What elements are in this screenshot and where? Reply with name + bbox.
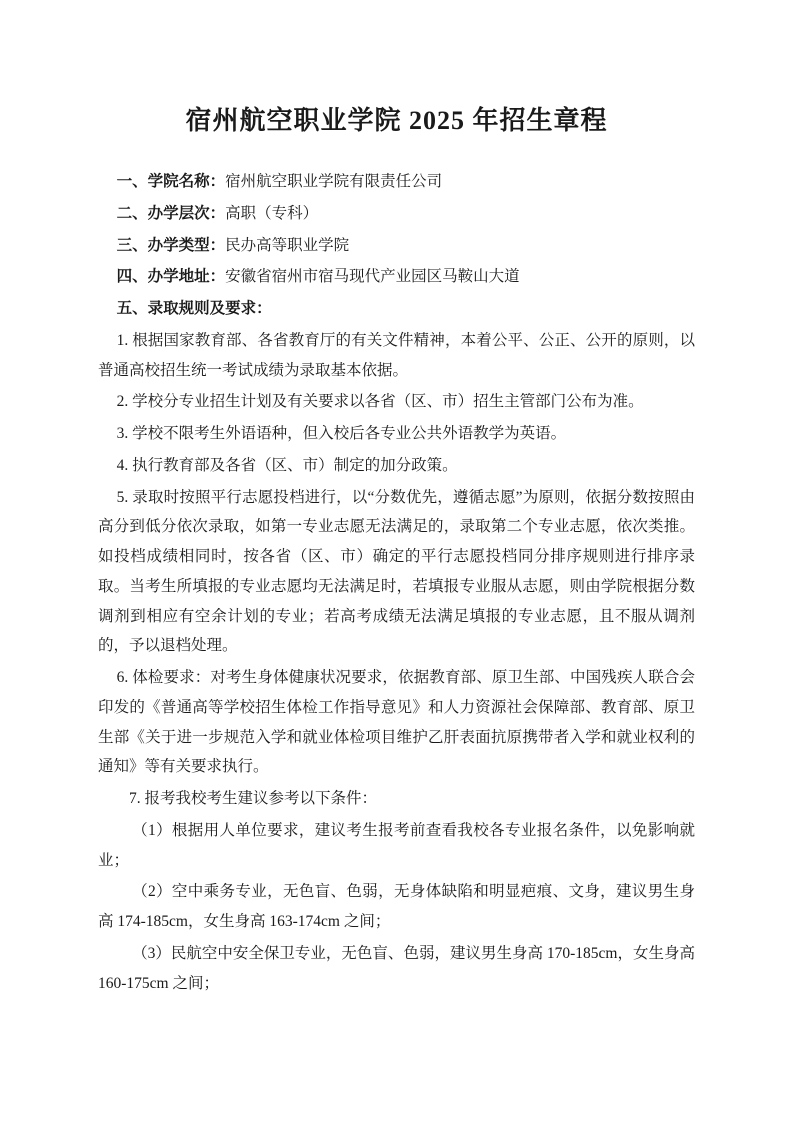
- section-education-level: [98, 199, 695, 229]
- section-admission-rules: [98, 294, 695, 324]
- rule-item-2: 2. 学校分专业招生计划及有关要求以各省（区、市）招生主管部门公布为准。: [116, 393, 644, 411]
- section-value: 民办高等职业学院: [225, 236, 350, 254]
- section-value: 安徽省宿州市宿马现代产业园区马鞍山大道: [225, 268, 520, 286]
- section-value: 高职（专科）: [225, 204, 319, 222]
- rule-item-4: 4. 执行教育部及各省（区、市）制定的加分政策。: [116, 456, 458, 474]
- condition-item-3: （3）民航空中安全保卫专业，无色盲、色弱，建议男生身高 170-185cm，女生身高 160-175cm 之间；: [98, 944, 695, 992]
- section-college-name: [98, 167, 695, 197]
- rule-item-1: 1. 根据国家教育部、各省教育厅的有关文件精神，本着公平、公正、公开的原则，以普通高校招生统一考试成绩为录取基本依据。: [98, 331, 695, 379]
- rule-item-7: 7. 报考我校考生建议参考以下条件：: [129, 790, 378, 807]
- rule-item-3: 3. 学校不限考生外语语种，但入校后各专业公共外语教学为英语。: [116, 425, 567, 442]
- section-label: 二、办学层次：: [116, 204, 226, 222]
- section-label: 四、办学地址：: [116, 268, 226, 286]
- condition-item-2: （2）空中乘务专业，无色盲、色弱，无身体缺陷和明显疤痕、文身，建议男生身高 174-185cm，女生身高 163-174cm 之间；: [98, 883, 695, 930]
- page-title: 宿州航空职业学院 2025 年招生章程: [185, 106, 608, 135]
- section-value: 宿州航空职业学院有限责任公司: [225, 173, 443, 190]
- condition-item-1: （1）根据用人单位要求，建议考生报考前查看我校各专业报名条件，以免影响就业；: [98, 821, 695, 869]
- section-label: 一、学院名称：: [116, 173, 226, 190]
- section-school-type: [98, 231, 695, 261]
- rule-item-6: 6. 体检要求：对考生身体健康状况要求，依据教育部、原卫生部、中国残疾人联合会印发的《普通高等学校招生体检工作指导意见》和人力资源社会保障部、教育部、原卫生部《关于进一步规范入学和就业体检项目维护乙肝表面抗原携带者入学和就业权利的通知》等有关要求执行。: [98, 669, 695, 776]
- section-address: [98, 262, 695, 292]
- rule-item-5: 5. 录取时按照平行志愿投档进行，以“分数优先，遵循志愿”为原则，依据分数按照由高分到低分依次录取，如第一专业志愿无法满足的，录取第二个专业志愿，依次类推。如投档成绩相同时，按各省（区、市）确定的平行志愿投档同分排序规则进行排序录取。当考生所填报的专业志愿均无法满足时，若填报专业服从志愿，则由学院根据分数调剂到相应有空余计划的专业；若高考成绩无法满足填报的专业志愿，且不服从调剂的，予以退档处理。: [98, 488, 695, 655]
- section-label: 三、办学类型：: [116, 236, 226, 254]
- section-label: 五、录取规则及要求：: [116, 300, 272, 317]
